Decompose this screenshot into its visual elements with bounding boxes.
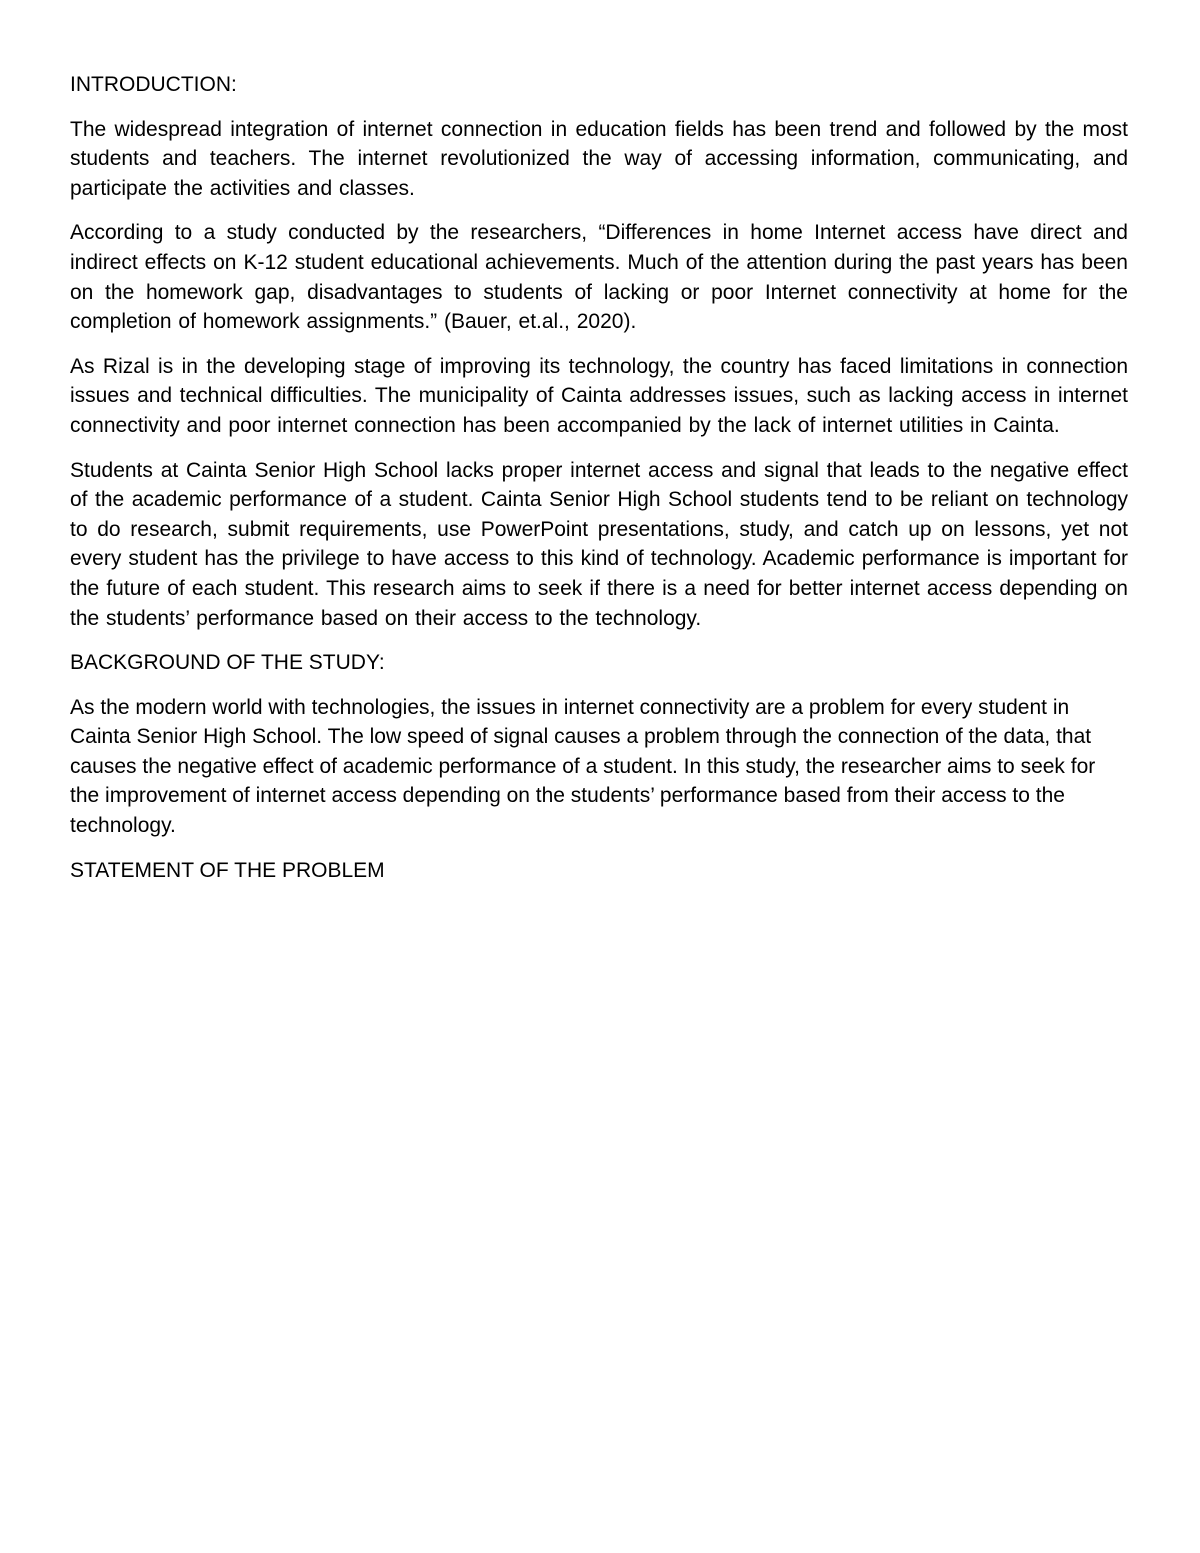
introduction-paragraph-4: Students at Cainta Senior High School lacks proper internet access and signal that leads to the negative effect of the academic performance of a student. Cainta Senior High School students tend to be reliant on technology to do research, submit requirements, use PowerPoint presentations, study, and catch up on lessons, yet not every student has the privilege to have access to this kind of technology. Academic performance is important for the future of each student. This research aims to seek if there is a need for better internet access depending on the students’ performance based on their access to the technology. <box>70 458 1128 630</box>
document-page <box>70 70 1128 900</box>
introduction-paragraph-1: The widespread integration of internet connection in education fields has been trend and followed by the most students and teachers. The internet revolutionized the way of accessing information, communicating, and participate the activities and classes. <box>70 117 1128 200</box>
section-heading-introduction: INTRODUCTION: <box>70 73 237 96</box>
background-paragraph-1: As the modern world with technologies, the issues in internet connectivity are a problem for every student in Cainta Senior High School. The low speed of signal causes a problem through the connection of the data, that causes the negative effect of academic performance of a student. In this study, the researcher aims to seek for the improvement of internet access depending on the students’ performance based from their access to the technology. <box>70 695 1096 838</box>
introduction-paragraph-2: According to a study conducted by the researchers, “Differences in home Internet access have direct and indirect effects on K-12 student educational achievements. Much of the attention during the past years has been on the homework gap, disadvantages to students of lacking or poor Internet connectivity at home for the completion of homework assignments.” (Bauer, et.al., 2020). <box>70 221 1128 334</box>
section-heading-statement-of-problem: STATEMENT OF THE PROBLEM <box>70 858 385 882</box>
section-heading-background: BACKGROUND OF THE STUDY: <box>70 651 385 675</box>
introduction-paragraph-3: As Rizal is in the developing stage of improving its technology, the country has faced limitations in connection issues and technical difficulties. The municipality of Cainta addresses issues, such as lacking access in internet connectivity and poor internet connection has been accompanied by the lack of internet utilities in Cainta. <box>70 354 1128 437</box>
